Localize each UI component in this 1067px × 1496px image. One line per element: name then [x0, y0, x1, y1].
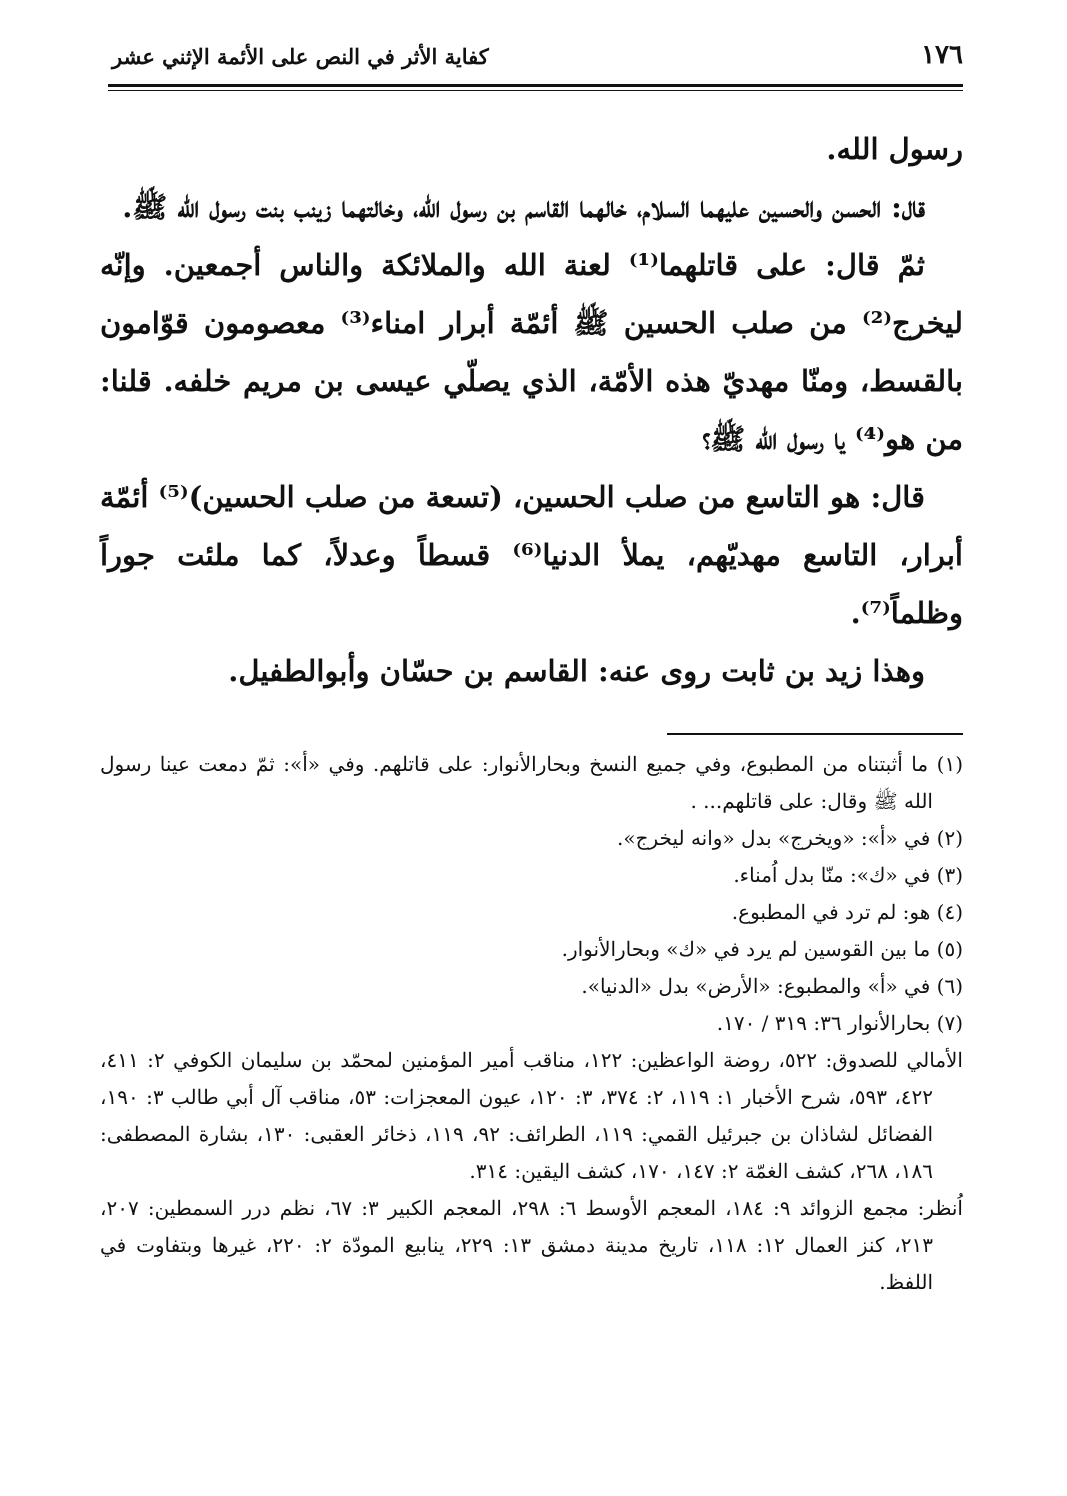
footnote-separator	[667, 733, 963, 735]
footnote: (٢) في «أ»: «ويخرج» بدل «وانه ليخرج».	[617, 826, 963, 850]
paragraph: ثمّ قال: على قاتلهما⁽¹⁾ لعنة الله والملائكة والناس أجمعين. وإنّه ليخرج⁽²⁾ من صلب الحسين ﷺ أئمّة أبرار امناء⁽³⁾ معصومون قوّامون بالقسط، ومنّا مهديّ هذه الأمّة، الذي يصلّي عيسى بن مريم خلفه. قلنا: من هو⁽⁴⁾ يا رسول الله ﷺ؟	[100, 248, 963, 456]
paragraph: وهذا زيد بن ثابت روى عنه: القاسم بن حسّان وأبوالطفيل.	[228, 654, 925, 688]
running-title: كفاية الأثر في النص على الأئمة الإثني عشر	[112, 44, 489, 69]
paragraph: قال: الحسن والحسين عليهما السلام، خالهما القاسم بن رسول الله، وخالتهما زينب بنت رسول الله ﷺ.	[122, 190, 925, 224]
footnote: (٦) في «أ» والمطبوع: «الأرض» بدل «الدنيا».	[581, 974, 963, 998]
footnote: (٧) بحارالأنوار ٣٦: ٣١٩ / ١٧٠.	[716, 1011, 963, 1035]
footnote: (١) ما أثبتناه من المطبوع، وفي جميع النسخ وبحارالأنوار: على قاتلهم. وفي «أ»: ثمّ دمعت عينا رسول الله ﷺ وقال: على قاتلهم... .	[100, 752, 963, 813]
source-references: الأمالي للصدوق: ٥٢٢، روضة الواعظين: ١٢٢، مناقب أمير المؤمنين لمحمّد بن سليمان الكوفي ٢: ٤١١، ٤٢٢، ٥٩٣، شرح الأخبار ١: ١١٩، ٢: ٣٧٤، ٣: ١٢٠، عيون المعجزات: ٥٣، مناقب آل أبي طالب ٣: ١٩٠، الفضائل لشاذان بن جبرئيل القمي: ١١٩، الطرائف: ٩٢، ١١٩، ذخائر العقبى: ١٣٠، بشارة المصطفى: ١٨٦، ٢٦٨، كشف الغمّة ٢: ١٤٧، ١٧٠، كشف اليقين: ٣١٤.	[100, 1048, 963, 1183]
header-rule-thick	[108, 84, 963, 87]
footnote: (٥) ما بين القوسين لم يرد في «ك» وبحارالأنوار.	[561, 937, 963, 961]
main-text	[100, 120, 963, 700]
paragraph: رسول الله.	[826, 132, 963, 166]
footnote: (٤) هو: لم ترد في المطبوع.	[731, 900, 963, 924]
footnote: (٣) في «ك»: منّا بدل اُمناء.	[733, 863, 963, 887]
running-header	[112, 38, 963, 82]
footnotes	[100, 746, 963, 1301]
header-rule-thin	[108, 90, 963, 91]
source-references: اُنظر: مجمع الزوائد ٩: ١٨٤، المعجم الأوسط ٦: ٢٩٨، المعجم الكبير ٣: ٦٧، نظم درر السمطين: ٢٠٧، ٢١٣، كنز العمال ١٢: ١١٨، تاريخ مدينة دمشق ١٣: ٢٢٩، ينابيع المودّة ٢: ٢٢٠، غيرها وبتفاوت في اللفظ.	[100, 1196, 963, 1294]
page-number: ١٧٦	[921, 40, 963, 70]
paragraph: قال: هو التاسع من صلب الحسين، (تسعة من صلب الحسين)⁽⁵⁾ أئمّة أبرار، التاسع مهديّهم، يملأ الدنيا⁽⁶⁾ قسطاً وعدلاً، كما ملئت جوراً وظلماً⁽⁷⁾.	[100, 480, 963, 630]
